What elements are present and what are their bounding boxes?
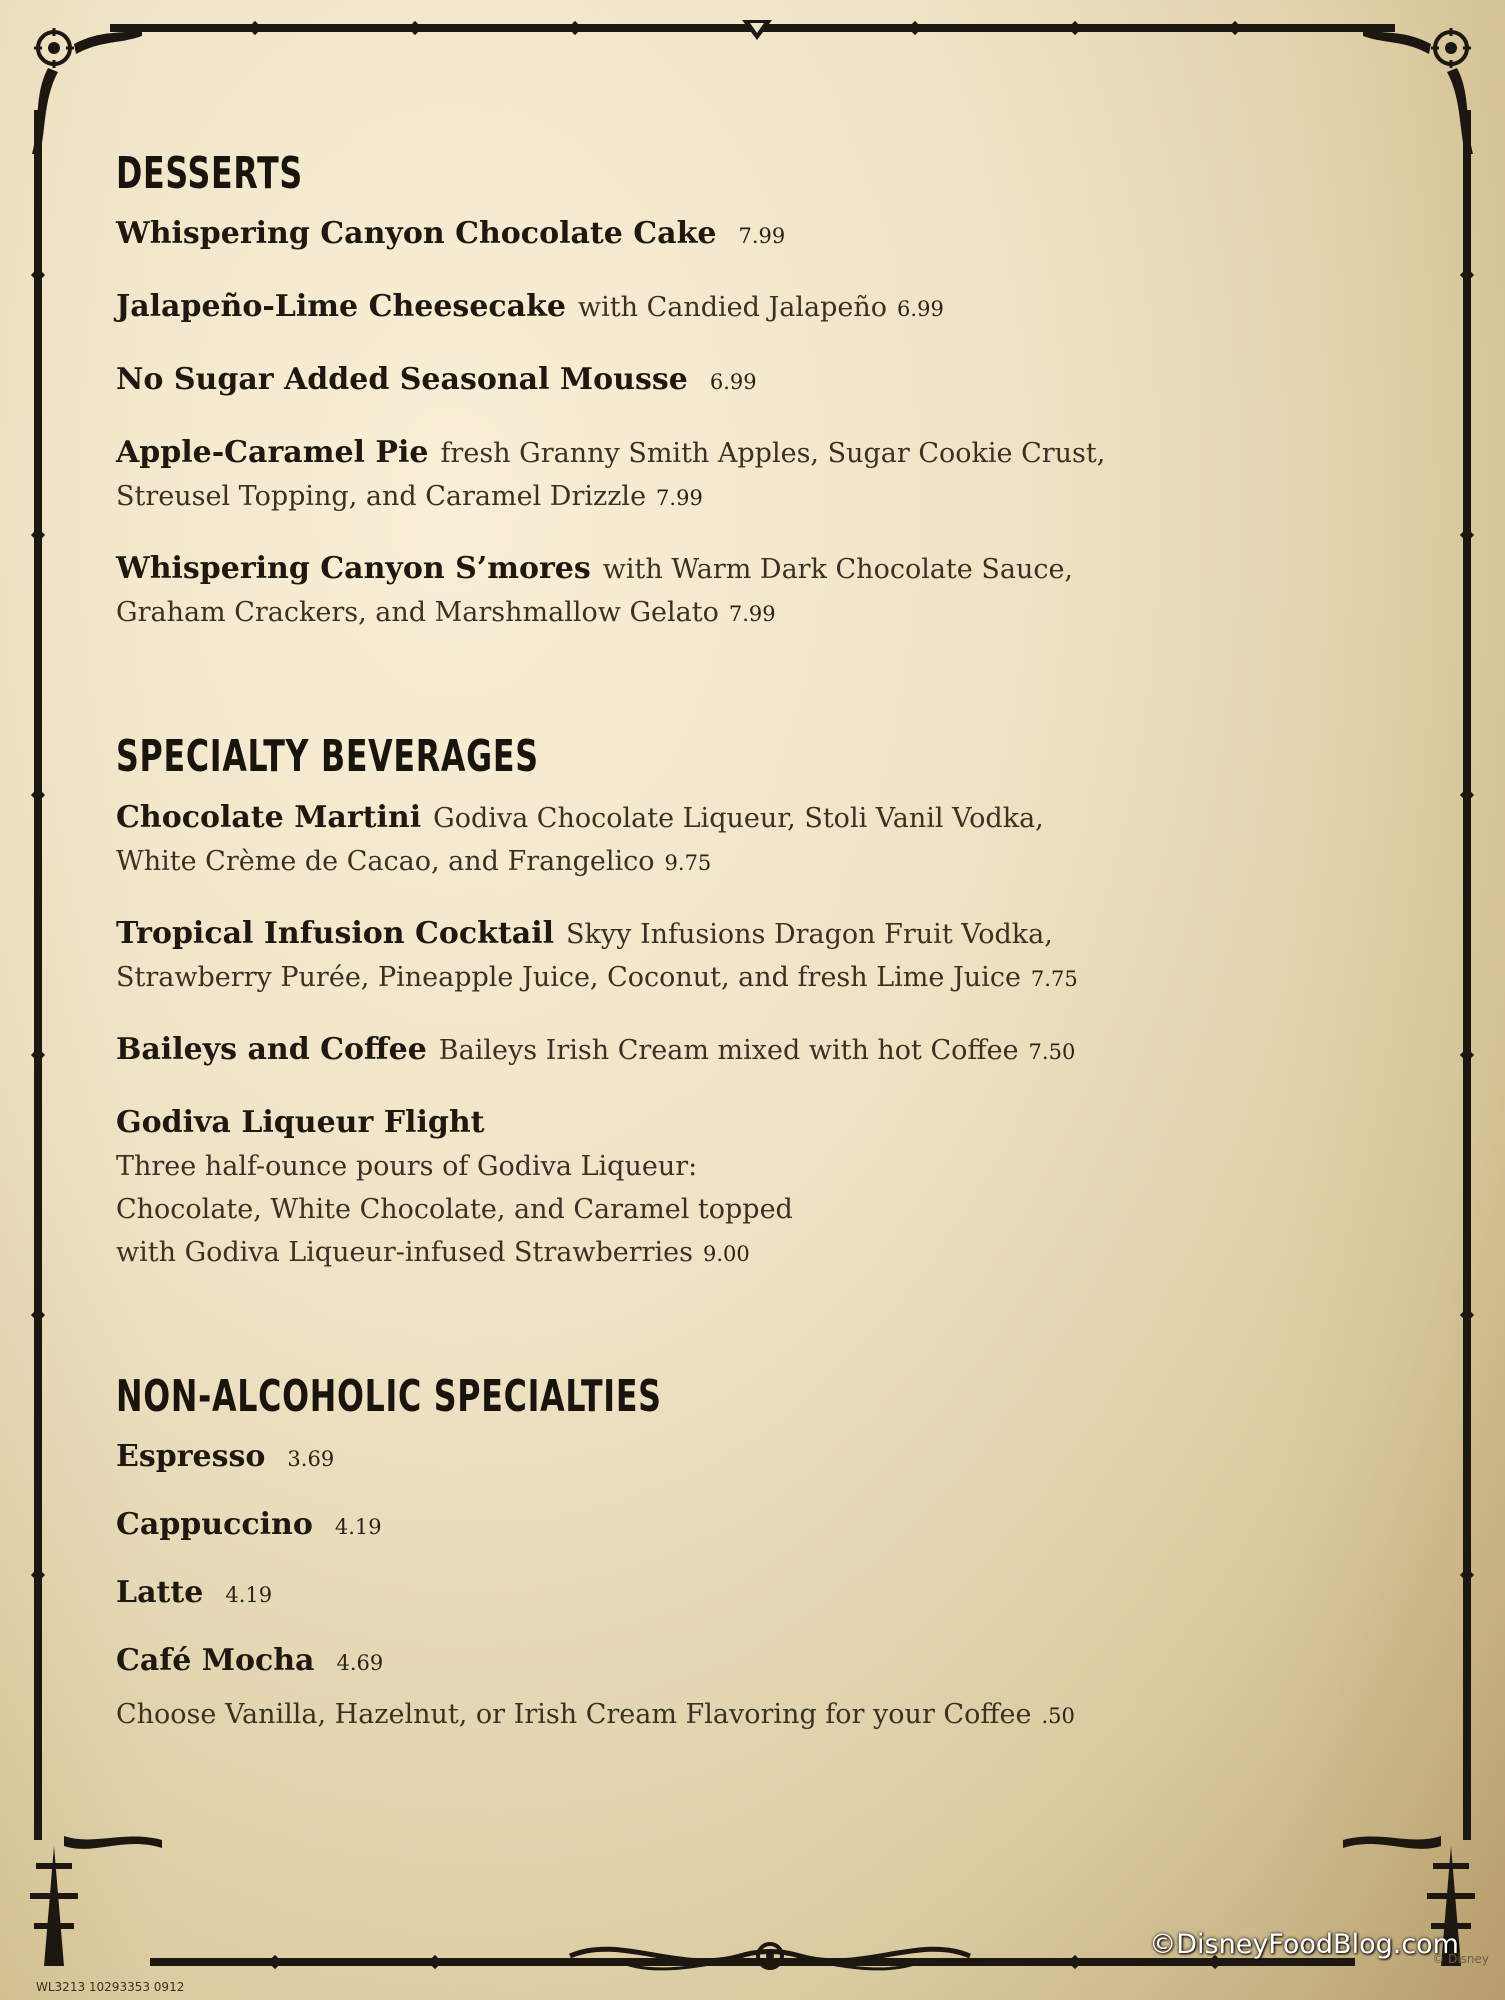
menu-item [116, 431, 1216, 520]
note-price: .50 [1041, 1704, 1075, 1729]
corner-plant-ornament-icon [14, 1826, 164, 1986]
note-text: Choose Vanilla, Hazelnut, or Irish Cream Flavoring for your Coffee [116, 1699, 1032, 1731]
corner-flower-ornament-icon [14, 14, 144, 164]
disney-copyright: © Disney [1432, 1952, 1489, 1966]
item-price: 4.19 [334, 1515, 382, 1540]
item-name: Latte [116, 1575, 204, 1611]
specialty-beverages-heading: SPECIALTY BEVERAGES [116, 731, 539, 783]
non-alcoholic-heading: NON-ALCOHOLIC SPECIALTIES [116, 1370, 662, 1422]
menu-item [116, 285, 1216, 331]
menu-item [116, 1503, 1216, 1549]
corner-flower-ornament-icon [1361, 14, 1491, 164]
item-name: Apple-Caramel Pie [116, 435, 429, 471]
item-price: 6.99 [709, 370, 757, 395]
item-price: 7.99 [656, 486, 703, 511]
item-description: White Crème de Cacao, and Frangelico [116, 845, 655, 877]
item-description: with Warm Dark Chocolate Sauce, [602, 554, 1074, 586]
item-name: Espresso [116, 1439, 266, 1475]
item-price: 7.50 [1028, 1039, 1076, 1064]
item-description: fresh Granny Smith Apples, Sugar Cookie Crust, [440, 438, 1106, 470]
menu-content [116, 150, 1216, 1738]
item-price: 4.19 [225, 1583, 273, 1608]
item-name: Chocolate Martini [116, 799, 422, 835]
item-name: Cappuccino [116, 1507, 313, 1543]
menu-item [116, 1639, 1216, 1685]
item-description: Streusel Topping, and Caramel Drizzle [116, 481, 647, 513]
menu-item [116, 547, 1216, 636]
item-price: 7.75 [1030, 966, 1078, 991]
item-name: Whispering Canyon S’mores [116, 551, 591, 587]
menu-item [116, 358, 1216, 404]
menu-item [116, 1571, 1216, 1617]
item-price: 6.99 [897, 297, 944, 322]
menu-item [116, 1435, 1216, 1481]
menu-item [116, 1028, 1216, 1074]
top-center-diamond-icon [742, 20, 772, 44]
menu-item [116, 212, 1216, 258]
item-name: Tropical Infusion Cocktail [116, 915, 555, 951]
item-description: Chocolate, White Chocolate, and Caramel topped [116, 1193, 793, 1225]
menu-item [116, 796, 1216, 885]
flavoring-note [116, 1693, 1216, 1738]
right-border [1463, 110, 1471, 1840]
item-description: Baileys Irish Cream mixed with hot Coffee [438, 1034, 1019, 1066]
item-name: Whispering Canyon Chocolate Cake [116, 216, 717, 252]
bottom-scroll-ornament-icon [560, 1934, 980, 1978]
item-name: No Sugar Added Seasonal Mousse [116, 362, 688, 398]
desserts-heading: DESSERTS [116, 148, 303, 199]
item-description: Graham Crackers, and Marshmallow Gelato [116, 597, 719, 629]
item-price: 4.69 [336, 1651, 384, 1676]
item-price: 9.00 [703, 1241, 750, 1266]
item-price: 9.75 [664, 850, 712, 875]
item-name: Godiva Liqueur Flight [116, 1104, 485, 1140]
item-name: Café Mocha [116, 1643, 315, 1679]
item-price: 7.99 [728, 602, 776, 627]
item-description: with Candied Jalapeño [578, 292, 888, 324]
item-price: 3.69 [287, 1447, 335, 1472]
item-description: Godiva Chocolate Liqueur, Stoli Vanil Vodka, [433, 802, 1044, 834]
item-name: Jalapeño-Lime Cheesecake [116, 289, 566, 325]
print-code: WL3213 10293353 0912 [36, 1980, 185, 1994]
item-description: Skyy Infusions Dragon Fruit Vodka, [566, 918, 1053, 950]
item-description: Strawberry Purée, Pineapple Juice, Coconut, and fresh Lime Juice [116, 961, 1021, 993]
item-description: Three half-ounce pours of Godiva Liqueur: [116, 1150, 698, 1182]
left-border [34, 110, 42, 1840]
menu-item [116, 912, 1216, 1001]
watermark: ©DisneyFoodBlog.com [1149, 1929, 1459, 1960]
menu-item [116, 1101, 1216, 1276]
item-description: with Godiva Liqueur-infused Strawberries [116, 1236, 693, 1268]
item-price: 7.99 [738, 224, 786, 249]
item-name: Baileys and Coffee [116, 1031, 427, 1067]
